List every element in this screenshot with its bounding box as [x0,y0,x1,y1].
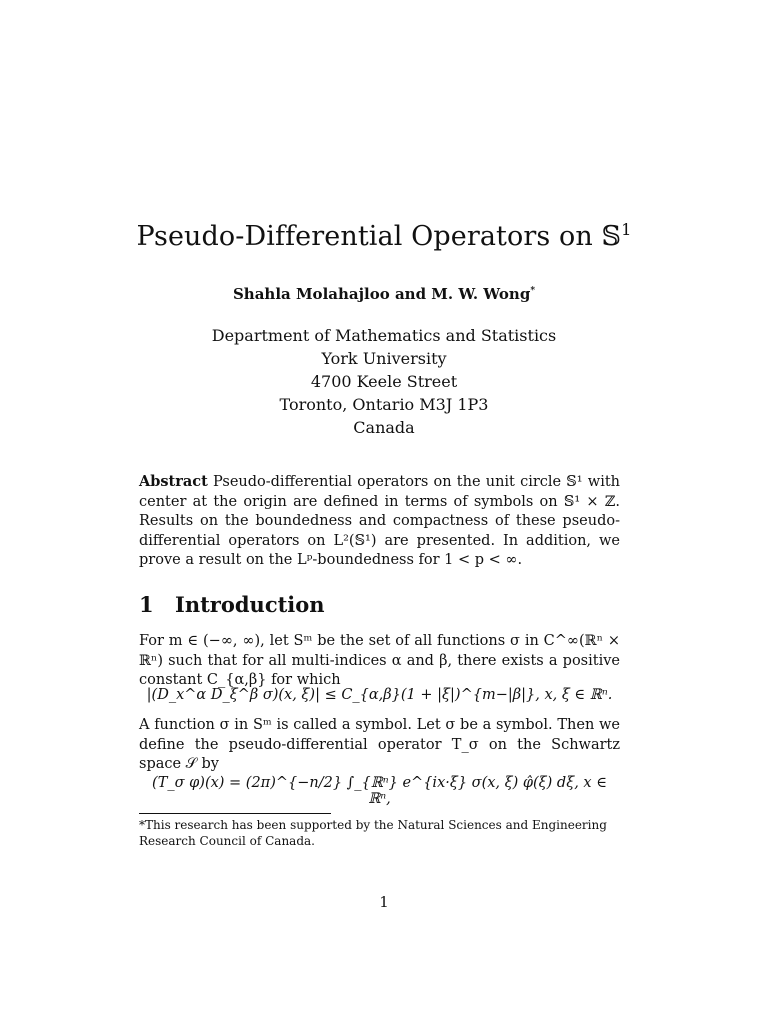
footnote: *This research has been supported by the Natural Sciences and Engineering Research Council of Canada. [139,818,607,848]
authors-text: Shahla Molahajloo and M. W. Wong [232,285,531,303]
affiliation-block [0,324,768,439]
affiliation-line: 4700 Keele Street [310,372,458,391]
section-title: Introduction [175,592,325,617]
page-number: 1 [379,893,389,911]
abstract-label: Abstract [139,473,208,490]
author-list [0,285,768,303]
affiliation-line: Canada [353,418,415,437]
affiliation-line: Toronto, Ontario M3J 1P3 [279,395,489,414]
equation-symbol-estimate: |(D_x^α D_ξ^β σ)(x, ξ)| ≤ C_{α,β}(1 + |ξ|)^{m−|β|}, x, ξ ∈ ℝⁿ. [146,687,613,703]
abstract [139,472,620,571]
abstract-text: Pseudo-differential operators on the unit circle 𝕊¹ with center at the origin are defined in terms of symbols on 𝕊¹ × ℤ. Results on the boundedness and compactness of these pseudo-differential operators on L²(𝕊¹) are presented. In addition, we prove a result on the Lᵖ-boundedness for 1 < p < ∞. [139,474,621,568]
paper-title [0,212,768,255]
section-number: 1 [139,592,154,617]
intro-paragraph: For m ∈ (−∞, ∞), let Sᵐ be the set of all functions σ in C^∞(ℝⁿ × ℝⁿ) such that for all multi-indices α and β, there exists a positive constant C_{α,β} for which [139,633,620,688]
equation-operator-definition: (T_σ φ)(x) = (2π)^{−n/2} ∫_{ℝⁿ} e^{ix·ξ} σ(x, ξ) φ̂(ξ) dξ, x ∈ ℝⁿ, [152,775,607,807]
authors-footnote-mark: * [530,286,536,296]
section-heading [139,592,325,617]
affiliation-line: York University [321,349,447,368]
intro-paragraph-2: A function σ in Sᵐ is called a symbol. Let σ be a symbol. Then we define the pseudo-differential operator T_σ on the Schwartz space 𝒮 by [139,717,620,772]
title-superscript: 1 [621,220,632,239]
footnote-rule [139,813,331,814]
affiliation-line: Department of Mathematics and Statistics [211,326,557,345]
title-text: Pseudo-Differential Operators on 𝕊 [136,221,622,252]
